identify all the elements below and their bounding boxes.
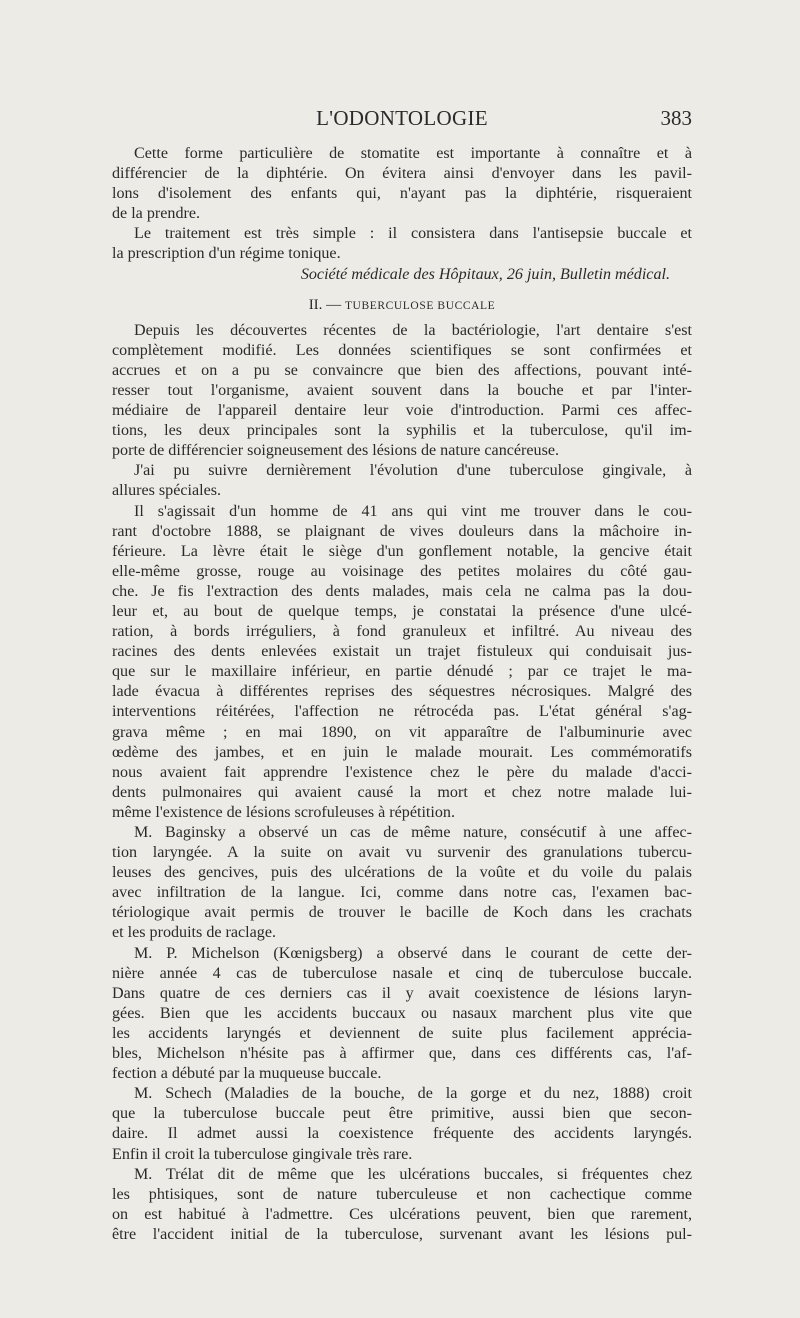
text-line: M. P. Michelson (Kœnigsberg) a observé dans le courant de cette der-	[134, 944, 692, 962]
text-line: de la prendre.	[112, 205, 201, 223]
text-line: Cette forme particulière de stomatite est importante à connaître et à	[134, 145, 692, 162]
text-line: allures spéciales.	[112, 482, 222, 500]
text-line: accrues et on a pu se convaincre que bien des affections, pouvant inté-	[112, 361, 692, 379]
running-title: L'ODONTOLOGIE	[316, 106, 488, 130]
text-line: tériologique avait permis de trouver le bacille de Koch dans les crachats	[112, 904, 692, 922]
text-line: tion laryngée. A la suite on avait vu survenir des granulations tubercu-	[112, 844, 692, 862]
text-line: avec infiltration de la langue. Ici, comme dans notre cas, l'examen bac-	[112, 884, 692, 902]
text-line: férieure. La lèvre était le siège d'un gonflement notable, la gencive était	[112, 542, 692, 560]
text-line: dents pulmonaires qui avaient causé la mort et chez notre malade lui-	[112, 783, 692, 801]
text-line: Le traitement est très simple : il consistera dans l'antisepsie buccale et	[134, 225, 692, 243]
text-line: que la tuberculose buccale peut être primitive, aussi bien que secon-	[112, 1105, 692, 1123]
section-heading	[112, 285, 692, 321]
text-line: M. Schech (Maladies de la bouche, de la gorge et du nez, 1888) croit	[134, 1085, 692, 1103]
section-number: II. —	[308, 296, 342, 313]
text-line: J'ai pu suivre dernièrement l'évolution d'une tuberculose gingivale, à	[134, 462, 692, 480]
text-line: grava même ; en mai 1890, on vit apparaître de l'albuminurie avec	[112, 723, 692, 741]
text-line: les phtisiques, sont de nature tuberculeuse et non cachectique comme	[112, 1185, 692, 1203]
text-line: œdème des jambes, et en juin le malade mourait. Les commémoratifs	[112, 743, 692, 761]
text-line: Enfin il croit la tuberculose gingivale très rare.	[112, 1145, 413, 1163]
text-line: même l'existence de lésions scrofuleuses à répétition.	[112, 803, 455, 821]
text-line: fection a débuté par la muqueuse buccale.	[112, 1065, 382, 1083]
text-line: on est habitué à l'admettre. Ces ulcérations peuvent, bien que rarement,	[112, 1205, 692, 1223]
text-line: M. Trélat dit de même que les ulcérations buccales, si fréquentes chez	[134, 1165, 692, 1183]
text-line: ration, à bords irréguliers, à fond granuleux et infiltré. Au niveau des	[112, 623, 692, 641]
text-line: racines des dents enlevées existait un trajet fistuleux qui conduisait jus-	[112, 643, 692, 661]
text-line: Il s'agissait d'un homme de 41 ans qui vint me trouver dans le cou-	[134, 502, 692, 520]
text-line: gées. Bien que les accidents buccaux ou nasaux marchent plus vite que	[112, 1004, 692, 1022]
section-title: TUBERCULOSE BUCCALE	[344, 299, 496, 312]
text-line: daire. Il admet aussi la coexistence fréquente des accidents laryngés.	[112, 1125, 692, 1143]
text-line: bles, Michelson n'hésite pas à affirmer que, dans ces différents cas, l'af-	[112, 1045, 692, 1063]
citation-line: Société médicale des Hôpitaux, 26 juin, Bulletin médical.	[300, 265, 670, 283]
text-line: M. Baginsky a observé un cas de même nature, consécutif à une affec-	[134, 824, 692, 841]
text-line: interventions réitérées, l'affection ne rétrocéda pas. L'état général s'ag-	[112, 703, 692, 721]
page-number: 383	[660, 106, 692, 130]
text-line: que sur le maxillaire inférieur, en partie dénudé ; par ce trajet le ma-	[112, 663, 692, 681]
text-line: et les produits de raclage.	[112, 924, 277, 942]
text-line: lons d'isolement des enfants qui, n'ayant pas la diphtérie, risqueraient	[112, 185, 692, 203]
text-line: leur et, au bout de quelque temps, je constatai la présence d'une ulcé-	[112, 602, 692, 620]
text-line: lade évacua à différentes reprises des séquestres nécrosiques. Malgré des	[112, 683, 692, 701]
text-line: nous avaient fait apprendre l'existence chez le père du malade d'acci-	[112, 763, 692, 781]
text-line: resser tout l'organisme, avaient souvent dans la bouche et par l'inter-	[112, 381, 692, 399]
text-line: médiaire de l'appareil dentaire leur voie d'introduction. Parmi ces affec-	[112, 402, 692, 420]
text-line: la prescription d'un régime tonique.	[112, 245, 341, 263]
text-line: différencier de la diphtérie. On évitera ainsi d'envoyer dans les pavil-	[112, 165, 692, 183]
text-line: complètement modifié. Les données scientifiques se sont confirmées et	[112, 341, 692, 359]
text-line: nière année 4 cas de tuberculose nasale et cinq de tuberculose buccale.	[112, 964, 692, 982]
text-line: rant d'octobre 1888, se plaignant de vives douleurs dans la mâchoire in-	[112, 522, 692, 540]
text-line: Depuis les découvertes récentes de la bactériologie, l'art dentaire s'est	[134, 321, 692, 339]
text-line: Dans quatre de ces derniers cas il y avait coexistence de lésions laryn-	[112, 984, 692, 1002]
text-line: être l'accident initial de la tuberculose, survenant avant les lésions pul-	[112, 1225, 692, 1243]
text-line: tions, les deux principales sont la syphilis et la tuberculose, qu'il im-	[112, 422, 692, 440]
text-line: porte de différencier soigneusement des lésions de nature cancéreuse.	[112, 442, 560, 460]
page-header	[112, 106, 692, 136]
text-line: elle-même grosse, rouge au voisinage des petites molaires du côté gau-	[112, 562, 692, 580]
body-text	[112, 144, 692, 1245]
text-line: les accidents laryngés et deviennent de suite plus facilement apprécia-	[112, 1024, 692, 1042]
text-line: che. Je fis l'extraction des dents malades, mais cela ne calma pas la dou-	[112, 582, 692, 600]
text-line: leuses des gencives, puis des ulcérations de la voûte et du voile du palais	[112, 864, 692, 882]
